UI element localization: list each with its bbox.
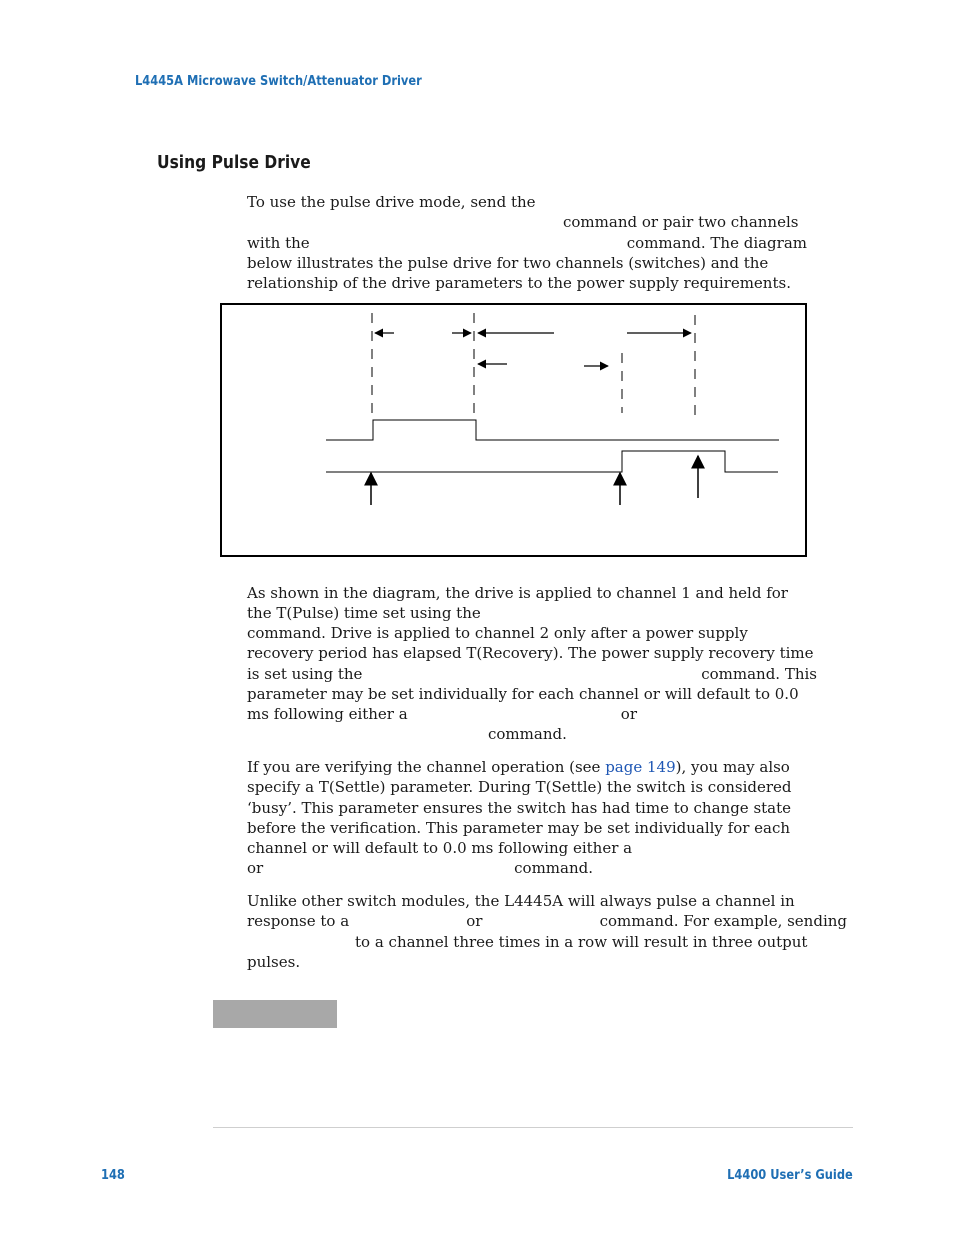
running-header: L4445A Microwave Switch/Attenuator Driver (135, 74, 422, 89)
text-line (247, 664, 817, 684)
text-line (247, 952, 300, 972)
text-line (247, 684, 799, 704)
text-run: To use the pulse drive mode, send the (247, 193, 536, 211)
text-line (247, 623, 748, 643)
text-line (247, 253, 768, 273)
text-run: or (247, 859, 264, 877)
text-run: If you are verifying the channel operation (see (247, 758, 606, 776)
text-line (247, 583, 788, 603)
text-run: channel or will default to 0.0 ms following either a (247, 839, 633, 857)
text-line (355, 932, 807, 952)
text-run: or (620, 705, 637, 723)
text-run: specify a T(Settle) parameter. During T(Settle) the switch is considered (247, 778, 792, 796)
text-line (247, 704, 637, 724)
text-run: the T(Pulse) time set using the (247, 604, 481, 622)
channel-2-waveform (326, 451, 778, 472)
guide-title: L4400 User’s Guide (727, 1168, 853, 1183)
text-line (247, 911, 847, 931)
text-run: ‘busy’. This parameter ensures the switch has had time to change state (247, 799, 792, 817)
text-run: command. For example, sending (599, 912, 847, 930)
text-line (247, 192, 536, 212)
text-line (247, 858, 593, 878)
text-line (247, 603, 481, 623)
text-run: ), you may also (675, 758, 790, 776)
channel-1-waveform (326, 420, 779, 440)
text-run: As shown in the diagram, the drive is applied to channel 1 and held for (247, 584, 788, 602)
page-149-link[interactable]: page 149 (605, 758, 676, 776)
timing-diagram-graphic (222, 305, 805, 555)
text-run: recovery period has elapsed T(Recovery). The power supply recovery time (247, 644, 814, 662)
page-number: 148 (101, 1168, 125, 1183)
text-line (247, 233, 807, 253)
text-run: command or pair two channels (563, 213, 799, 231)
pulse-drive-timing-diagram (220, 303, 807, 557)
footer-divider (213, 1127, 853, 1128)
text-run: is set using the (247, 665, 363, 683)
text-run: command. Drive is applied to channel 2 only after a power supply (247, 624, 748, 642)
text-run: ms following either a (247, 705, 408, 723)
text-run: Unlike other switch modules, the L4445A will always pulse a channel in (247, 892, 795, 910)
text-run: command. (488, 725, 567, 743)
text-run: or (466, 912, 483, 930)
text-run: command. (514, 859, 593, 877)
text-line (247, 777, 792, 797)
text-line (563, 212, 798, 232)
text-run: command. The diagram (626, 234, 807, 252)
text-run: below illustrates the pulse drive for two channels (switches) and the (247, 254, 769, 272)
text-run: command. This (701, 665, 817, 683)
text-run: relationship of the drive parameters to the power supply requirements. (247, 274, 791, 292)
text-line (247, 757, 790, 777)
text-run: before the verification. This parameter may be set individually for each (247, 819, 791, 837)
text-line (247, 273, 791, 293)
text-run: to a channel three times in a row will result in three output (355, 933, 808, 951)
text-run: pulses. (247, 953, 301, 971)
text-line (247, 891, 795, 911)
text-line (488, 724, 567, 744)
note-tab (213, 1000, 337, 1028)
text-line (247, 643, 814, 663)
section-title: Using Pulse Drive (157, 152, 311, 173)
text-run: response to a (247, 912, 350, 930)
text-run: with the (247, 234, 310, 252)
text-line (247, 798, 791, 818)
text-line (247, 818, 790, 838)
text-run: parameter may be set individually for each channel or will default to 0.0 (247, 685, 799, 703)
text-line (247, 838, 632, 858)
